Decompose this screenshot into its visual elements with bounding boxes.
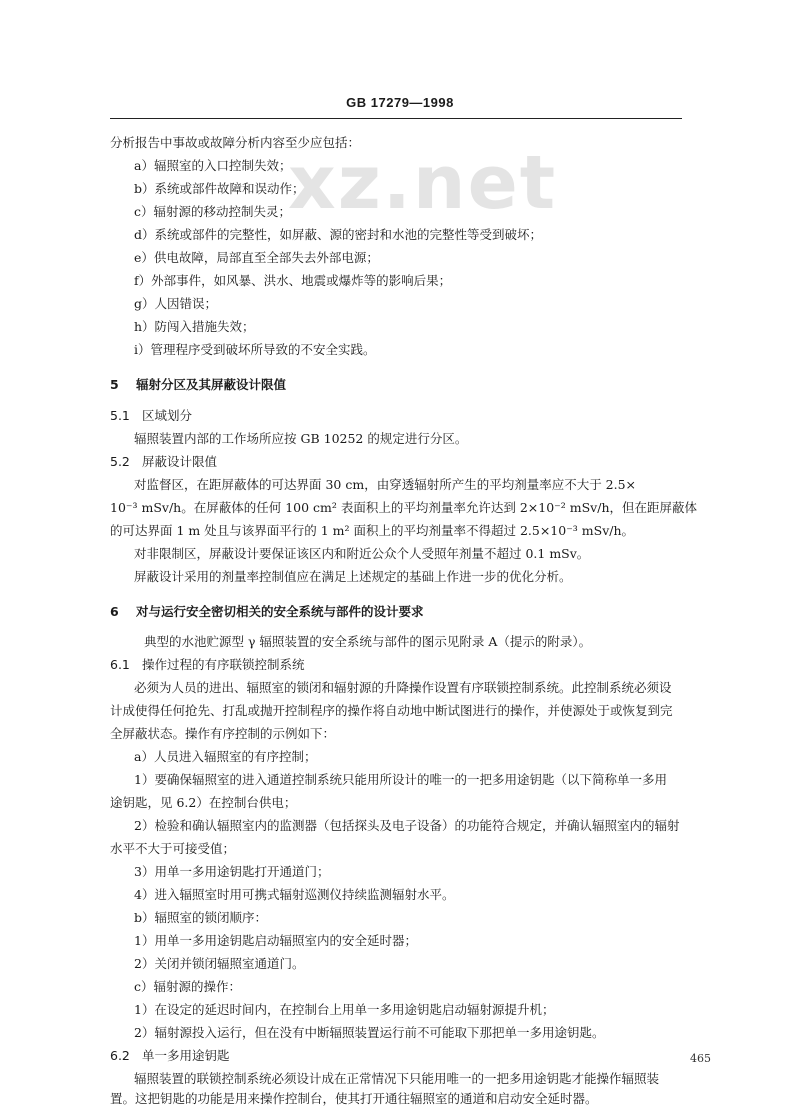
list-item: 3）用单一多用途钥匙打开通道门； <box>134 864 330 879</box>
section-number: 5.2 <box>110 454 130 469</box>
page-number: 465 <box>690 1052 711 1065</box>
section-6-heading <box>110 603 424 621</box>
paragraph: 屏蔽设计采用的剂量率控制值应在满足上述规定的基础上作进一步的优化分析。 <box>134 569 572 584</box>
paragraph-line: 全屏蔽状态。操作有序控制的示例如下： <box>110 726 336 741</box>
section-number: 5 <box>110 377 119 392</box>
paragraph-line: 水平不大于可接受值； <box>110 841 236 856</box>
section-title: 屏蔽设计限值 <box>142 454 218 469</box>
list-item: 4）进入辐照室时用可携式辐射巡测仪持续监测辐射水平。 <box>134 887 455 902</box>
section-6-1-heading <box>110 656 305 674</box>
section-title: 辐射分区及其屏蔽设计限值 <box>136 377 287 392</box>
section-6-2-heading <box>110 1047 230 1065</box>
paragraph-line: 对监督区，在距屏蔽体的可达界面 30 cm，由穿透辐射所产生的平均剂量率应不大于 2.5× <box>134 477 637 492</box>
section-title: 操作过程的有序联锁控制系统 <box>142 657 305 672</box>
section-title: 对与运行安全密切相关的安全系统与部件的设计要求 <box>136 604 424 619</box>
paragraph-line: 2）检验和确认辐照室内的监测器（包括探头及电子设备）的功能符合规定，并确认辐照室内的辐射 <box>134 818 680 833</box>
section-title: 单一多用途钥匙 <box>142 1048 230 1063</box>
list-item: 2）关闭并锁闭辐照室通道门。 <box>134 956 305 971</box>
list-item: 1）用单一多用途钥匙启动辐照室内的安全延时器； <box>134 933 417 948</box>
paragraph-line: 10⁻³ mSv/h。在屏蔽体的任何 100 cm² 表面积上的平均剂量率允许达到 2×10⁻² mSv/h，但在距屏蔽体 <box>110 500 698 515</box>
section-title: 区域划分 <box>142 408 193 423</box>
list-item: d）系统或部件的完整性，如屏蔽、源的密封和水池的完整性等受到破坏； <box>134 227 543 242</box>
list-item: b）辐照室的锁闭顺序： <box>134 910 268 925</box>
document-header: GB 17279—1998 <box>346 95 454 110</box>
section-5-heading <box>110 376 286 394</box>
paragraph-line: 1）要确保辐照室的进入通道控制系统只能用所设计的唯一的一把多用途钥匙（以下简称单一多用 <box>134 772 667 787</box>
watermark: xz.net <box>288 140 558 226</box>
intro-paragraph: 分析报告中事故或故障分析内容至少应包括： <box>110 135 361 150</box>
list-item: b）系统或部件故障和误动作； <box>134 181 305 196</box>
list-item: 1）在设定的延迟时间内，在控制台上用单一多用途钥匙启动辐射源提升机； <box>134 1002 555 1017</box>
paragraph-line: 的可达界面 1 m 处且与该界面平行的 1 m² 面积上的平均剂量率不得超过 2.5×10⁻³ mSv/h。 <box>110 523 635 538</box>
section-5-2-heading <box>110 453 217 471</box>
paragraph-line: 置。这把钥匙的功能是用来操作控制台，使其打开通往辐照室的通道和启动安全延时器。 <box>110 1091 598 1106</box>
list-item: c）辐射源的操作： <box>134 979 242 994</box>
list-item: a）辐照室的入口控制失效； <box>134 158 292 173</box>
list-item: a）人员进入辐照室的有序控制； <box>134 749 317 764</box>
list-item: h）防闯入措施失效； <box>134 319 255 334</box>
section-number: 5.1 <box>110 408 130 423</box>
list-item: f）外部事件，如风暴、洪水、地震或爆炸等的影响后果； <box>134 273 452 288</box>
list-item: i）管理程序受到破坏所导致的不安全实践。 <box>134 342 376 357</box>
section-number: 6.1 <box>110 657 130 672</box>
section-number: 6 <box>110 604 119 619</box>
list-item: 2）辐射源投入运行，但在没有中断辐照装置运行前不可能取下那把单一多用途钥匙。 <box>134 1025 605 1040</box>
paragraph-line: 辐照装置的联锁控制系统必须设计成在正常情况下只能用唯一的一把多用途钥匙才能操作辐照装 <box>134 1071 660 1086</box>
header-rule <box>110 118 682 119</box>
section-5-1-heading <box>110 407 192 425</box>
paragraph: 典型的水池贮源型 γ 辐照装置的安全系统与部件的图示见附录 A（提示的附录）。 <box>144 634 592 649</box>
paragraph-line: 计成使得任何抢先、打乱或抛开控制程序的操作将自动地中断试图进行的操作，并使源处于或恢复到完 <box>110 703 673 718</box>
list-item: c）辐射源的移动控制失灵； <box>134 204 292 219</box>
paragraph: 对非限制区，屏蔽设计要保证该区内和附近公众个人受照年剂量不超过 0.1 mSv。 <box>134 546 590 561</box>
section-number: 6.2 <box>110 1048 130 1063</box>
list-item: g）人因错误； <box>134 296 218 311</box>
list-item: e）供电故障，局部直至全部失去外部电源； <box>134 250 379 265</box>
paragraph-line: 必须为人员的进出、辐照室的锁闭和辐射源的升降操作设置有序联锁控制系统。此控制系统必须设 <box>134 680 672 695</box>
paragraph-line: 途钥匙，见 6.2）在控制台供电； <box>110 795 297 810</box>
paragraph: 辐照装置内部的工作场所应按 GB 10252 的规定进行分区。 <box>134 431 468 446</box>
